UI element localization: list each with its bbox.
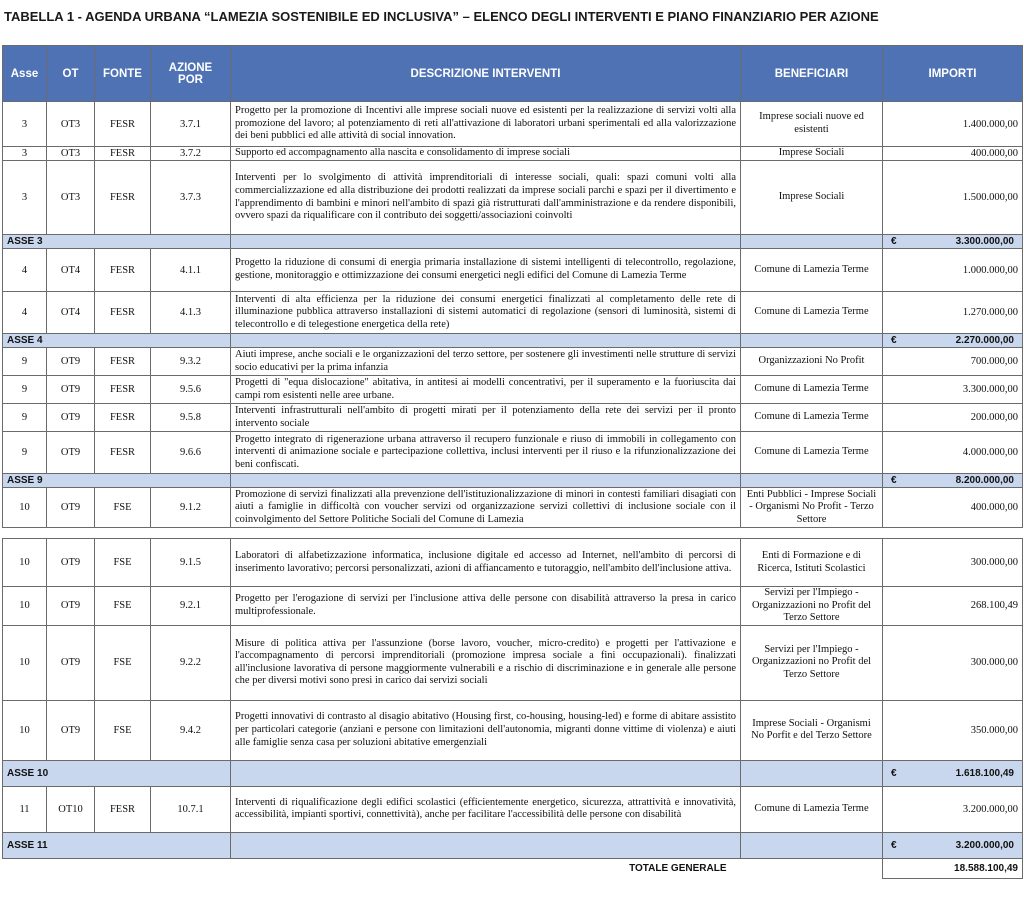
fonte-cell: FESR [95, 147, 151, 161]
amount-cell: 700.000,00 [883, 348, 1023, 376]
amount-cell: 300.000,00 [883, 625, 1023, 700]
fonte-cell: FESR [95, 786, 151, 832]
azione-cell: 9.3.2 [151, 348, 231, 376]
table-row [3, 587, 1023, 626]
header-asse: Asse [3, 46, 47, 102]
subtotal-spacer [741, 334, 883, 348]
amount-cell: 400.000,00 [883, 488, 1023, 528]
gap-cell [3, 528, 1023, 539]
asse-cell: 3 [3, 102, 47, 147]
azione-cell: 3.7.1 [151, 102, 231, 147]
ot-cell: OT3 [47, 102, 95, 147]
azione-cell: 9.5.6 [151, 376, 231, 404]
subtotal-amount-wrap [887, 335, 1018, 346]
table-row [3, 700, 1023, 760]
interventions-table [2, 45, 1023, 879]
beneficiary-cell: Imprese Sociali [741, 161, 883, 235]
azione-cell: 3.7.2 [151, 147, 231, 161]
asse-cell: 9 [3, 432, 47, 474]
description-cell: Aiuti imprese, anche sociali e le organizzazioni del terzo settore, per sostenere gli investimenti nelle strutture di servizi socio educativi per la prima infanzia [231, 348, 741, 376]
beneficiary-cell: Comune di Lamezia Terme [741, 404, 883, 432]
ot-cell: OT4 [47, 292, 95, 334]
ot-cell: OT9 [47, 587, 95, 626]
beneficiary-cell: Imprese Sociali - Organismi No Porfit e del Terzo Settore [741, 700, 883, 760]
amount-cell: 1.400.000,00 [883, 102, 1023, 147]
azione-cell: 4.1.3 [151, 292, 231, 334]
ot-cell: OT3 [47, 147, 95, 161]
table-body [3, 102, 1023, 879]
header-fonte: FONTE [95, 46, 151, 102]
header-azione: AZIONE POR [151, 46, 231, 102]
asse-cell: 9 [3, 348, 47, 376]
subtotal-label: ASSE 9 [3, 474, 231, 488]
azione-cell: 9.1.5 [151, 539, 231, 587]
table-row [3, 292, 1023, 334]
subtotal-row [3, 832, 1023, 858]
description-cell: Progetto la riduzione di consumi di energia primaria installazione di sistemi intelligenti di telecontrollo, regolazione, gestione, monitoraggio e ottimizzazione dei consumi energetici negli edifici del Comune di Lamezia Terme [231, 249, 741, 292]
subtotal-amount-wrap [887, 236, 1018, 247]
fonte-cell: FSE [95, 587, 151, 626]
amount-cell: 300.000,00 [883, 539, 1023, 587]
azione-cell: 3.7.3 [151, 161, 231, 235]
subtotal-spacer [741, 760, 883, 786]
azione-cell: 10.7.1 [151, 786, 231, 832]
total-row [3, 858, 1023, 878]
beneficiary-cell: Organizzazioni No Profit [741, 348, 883, 376]
fonte-cell: FSE [95, 700, 151, 760]
currency-symbol: € [891, 335, 897, 346]
subtotal-spacer [231, 235, 741, 249]
table-row [3, 376, 1023, 404]
currency-symbol: € [891, 839, 897, 851]
fonte-cell: FESR [95, 348, 151, 376]
azione-cell: 4.1.1 [151, 249, 231, 292]
page-break-gap [3, 528, 1023, 539]
fonte-cell: FESR [95, 249, 151, 292]
ot-cell: OT9 [47, 488, 95, 528]
subtotal-amount [883, 235, 1023, 249]
description-cell: Promozione di servizi finalizzati alla prevenzione dell'istituzionalizzazione di minori in contesti familiari disagiati con aiuti a famiglie in difficoltà con voucher servizi od organizzazione servizi collettivi di inclusione sociale con il coinvolgimento del Settore Politiche Sociali del Comune di Lamezia [231, 488, 741, 528]
ot-cell: OT3 [47, 161, 95, 235]
asse-cell: 10 [3, 488, 47, 528]
amount-cell: 4.000.000,00 [883, 432, 1023, 474]
amount-cell: 200.000,00 [883, 404, 1023, 432]
subtotal-label: ASSE 10 [3, 760, 231, 786]
ot-cell: OT9 [47, 432, 95, 474]
fonte-cell: FESR [95, 432, 151, 474]
subtotal-spacer [741, 235, 883, 249]
asse-cell: 10 [3, 539, 47, 587]
table-row [3, 539, 1023, 587]
ot-cell: OT9 [47, 376, 95, 404]
subtotal-value: 8.200.000,00 [955, 475, 1014, 486]
fonte-cell: FSE [95, 539, 151, 587]
subtotal-amount [883, 760, 1023, 786]
amount-cell: 1.000.000,00 [883, 249, 1023, 292]
asse-cell: 10 [3, 700, 47, 760]
description-cell: Misure di politica attiva per l'assunzione (borse lavoro, voucher, micro-credito) e progetti per l'attivazione e l'accompagnamento di percorsi imprenditoriali (promozione impresa sociale a fini occupazionali). finalizzati all'inclusione lavorativa di persone maggiormente vulnerabili e a rischio di discriminazione e in generale alle persone che per diversi motivi sono presi in carico dai servizi sociali [231, 625, 741, 700]
azione-cell: 9.1.2 [151, 488, 231, 528]
asse-cell: 3 [3, 161, 47, 235]
subtotal-label: ASSE 3 [3, 235, 231, 249]
table-row [3, 161, 1023, 235]
subtotal-label: ASSE 4 [3, 334, 231, 348]
subtotal-amount-wrap [887, 840, 1018, 851]
table-row [3, 249, 1023, 292]
subtotal-amount-wrap [887, 475, 1018, 486]
asse-cell: 11 [3, 786, 47, 832]
subtotal-row [3, 334, 1023, 348]
azione-cell: 9.5.8 [151, 404, 231, 432]
ot-cell: OT9 [47, 700, 95, 760]
beneficiary-cell: Servizi per l'Impiego - Organizzazioni no Profit del Terzo Settore [741, 587, 883, 626]
header-beneficiari: BENEFICIARI [741, 46, 883, 102]
subtotal-label: ASSE 11 [3, 832, 231, 858]
asse-cell: 9 [3, 404, 47, 432]
azione-cell: 9.6.6 [151, 432, 231, 474]
asse-cell: 10 [3, 587, 47, 626]
beneficiary-cell: Enti Pubblici - Imprese Sociali - Organismi No Profit - Terzo Settore [741, 488, 883, 528]
ot-cell: OT4 [47, 249, 95, 292]
subtotal-value: 3.300.000,00 [955, 236, 1014, 247]
description-cell: Interventi per lo svolgimento di attività imprenditoriali di interesse sociali, quali: spazi comuni volti alla commercializzazione ed alla distribuzione dei prodotti realizzati da imprese sociali parchi e spazi per il divertimento e l'apprendimento di bambini e minori nell'ambito di spazi già ristrutturati dall'amministrazione e da rendere disponibili, ovvero spazi da riqualificare con il contributo dei soggetti/associazioni coinvolti [231, 161, 741, 235]
subtotal-value: 3.200.000,00 [955, 839, 1014, 851]
ot-cell: OT9 [47, 625, 95, 700]
fonte-cell: FESR [95, 292, 151, 334]
currency-symbol: € [891, 475, 897, 486]
description-cell: Interventi di alta efficienza per la riduzione dei consumi energetici finalizzati al completamento delle rete di illuminazione pubblica attraverso installazioni di sistemi automatici di regolazione (sensori di luminosità, sistemi di telecontrollo e di telegestione energetica della rete) [231, 292, 741, 334]
header-ot: OT [47, 46, 95, 102]
ot-cell: OT9 [47, 348, 95, 376]
description-cell: Interventi infrastrutturali nell'ambito di progetti mirati per il potenziamento della rete dei servizi per il pronto intervento sociale [231, 404, 741, 432]
amount-cell: 1.270.000,00 [883, 292, 1023, 334]
amount-cell: 350.000,00 [883, 700, 1023, 760]
subtotal-value: 2.270.000,00 [955, 335, 1014, 346]
table-row [3, 625, 1023, 700]
fonte-cell: FESR [95, 161, 151, 235]
amount-cell: 3.300.000,00 [883, 376, 1023, 404]
subtotal-amount [883, 334, 1023, 348]
beneficiary-cell: Comune di Lamezia Terme [741, 432, 883, 474]
beneficiary-cell: Imprese Sociali [741, 147, 883, 161]
description-cell: Progetto per l'erogazione di servizi per l'inclusione attiva delle persone con disabilità attraverso la presa in carico multiprofessionale. [231, 587, 741, 626]
subtotal-amount-wrap [887, 768, 1018, 779]
ot-cell: OT10 [47, 786, 95, 832]
header-importi: IMPORTI [883, 46, 1023, 102]
fonte-cell: FSE [95, 625, 151, 700]
asse-cell: 10 [3, 625, 47, 700]
beneficiary-cell: Imprese sociali nuove ed esistenti [741, 102, 883, 147]
amount-cell: 1.500.000,00 [883, 161, 1023, 235]
amount-cell: 400.000,00 [883, 147, 1023, 161]
description-cell: Progetti innovativi di contrasto al disagio abitativo (Housing first, co-housing, housing-led) e forme di abitare assistito per particolari categorie (anziani e persone con limitazioni dell'autonomia, migranti donne vittime di violenza) e aiuti alle famiglie senza casa per soluzioni abitative emergenziali [231, 700, 741, 760]
asse-cell: 9 [3, 376, 47, 404]
currency-symbol: € [891, 236, 897, 247]
subtotal-row [3, 235, 1023, 249]
fonte-cell: FSE [95, 488, 151, 528]
subtotal-spacer [231, 760, 741, 786]
beneficiary-cell: Comune di Lamezia Terme [741, 249, 883, 292]
total-blank [741, 858, 883, 878]
table-row [3, 147, 1023, 161]
subtotal-amount [883, 832, 1023, 858]
subtotal-spacer [231, 334, 741, 348]
subtotal-row [3, 474, 1023, 488]
amount-cell: 268.100,49 [883, 587, 1023, 626]
subtotal-spacer [741, 474, 883, 488]
description-cell: Progetti di "equa dislocazione" abitativa, in antitesi ai modelli concentrativi, per il superamento e la fuoriuscita dai campi rom esistenti nelle aree urbane. [231, 376, 741, 404]
total-label: TOTALE GENERALE [629, 863, 727, 875]
fonte-cell: FESR [95, 102, 151, 147]
azione-cell: 9.2.1 [151, 587, 231, 626]
description-cell: Laboratori di alfabetizzazione informatica, inclusione digitale ed accesso ad Internet, nell'ambito di percorsi di inserimento lavorativo; percorsi personalizzati, azioni di affiancamento e tutoraggio, nell'ambito dell'inclusione attiva. [231, 539, 741, 587]
azione-cell: 9.2.2 [151, 625, 231, 700]
beneficiary-cell: Enti di Formazione e di Ricerca, Istituti Scolastici [741, 539, 883, 587]
table-row [3, 348, 1023, 376]
description-cell: Progetto integrato di rigenerazione urbana attraverso il recupero funzionale e riuso di immobili in collegamento con interventi di animazione sociale e partecipazione collettiva, inclusi interventi per il riuso e la rifunzionalizzazione dei beni confiscati. [231, 432, 741, 474]
description-cell: Interventi di riqualificazione degli edifici scolastici (efficientemente energetico, sicurezza, attrattività e innovatività, accessibilità, impianti sportivi, connettività), anche per facilitare l'accessibilità delle persone con disabilità [231, 786, 741, 832]
subtotal-value: 1.618.100,49 [955, 767, 1014, 779]
beneficiary-cell: Comune di Lamezia Terme [741, 376, 883, 404]
subtotal-spacer [231, 832, 741, 858]
header-descrizione: DESCRIZIONE INTERVENTI [231, 46, 741, 102]
beneficiary-cell: Comune di Lamezia Terme [741, 292, 883, 334]
description-cell: Supporto ed accompagnamento alla nascita e consolidamento di imprese sociali [231, 147, 741, 161]
fonte-cell: FESR [95, 404, 151, 432]
amount-cell: 3.200.000,00 [883, 786, 1023, 832]
asse-cell: 3 [3, 147, 47, 161]
azione-cell: 9.4.2 [151, 700, 231, 760]
table-row [3, 488, 1023, 528]
description-cell: Progetto per la promozione di Incentivi alle imprese sociali nuove ed esistenti per la realizzazione di servizi volti alla promozione del lavoro; al potenziamento di reti all'attivazione di laboratori urbani sperimentali ed alla valorizzazione dei beni pubblici ed alle attività di social innovation. [231, 102, 741, 147]
total-blank [3, 858, 231, 878]
subtotal-amount [883, 474, 1023, 488]
currency-symbol: € [891, 767, 897, 779]
header-row [3, 46, 1023, 102]
beneficiary-cell: Comune di Lamezia Terme [741, 786, 883, 832]
ot-cell: OT9 [47, 539, 95, 587]
total-amount: 18.588.100,49 [883, 858, 1023, 878]
page-title: TABELLA 1 - AGENDA URBANA “LAMEZIA SOSTENIBILE ED INCLUSIVA” – ELENCO DEGLI INTERVENTI E PIANO FINANZIARIO PER AZIONE [4, 9, 879, 24]
asse-cell: 4 [3, 249, 47, 292]
fonte-cell: FESR [95, 376, 151, 404]
subtotal-spacer [741, 832, 883, 858]
table-row [3, 432, 1023, 474]
asse-cell: 4 [3, 292, 47, 334]
subtotal-spacer [231, 474, 741, 488]
ot-cell: OT9 [47, 404, 95, 432]
subtotal-row [3, 760, 1023, 786]
beneficiary-cell: Servizi per l'Impiego - Organizzazioni no Profit del Terzo Settore [741, 625, 883, 700]
table-row [3, 786, 1023, 832]
table-row [3, 404, 1023, 432]
table-row [3, 102, 1023, 147]
